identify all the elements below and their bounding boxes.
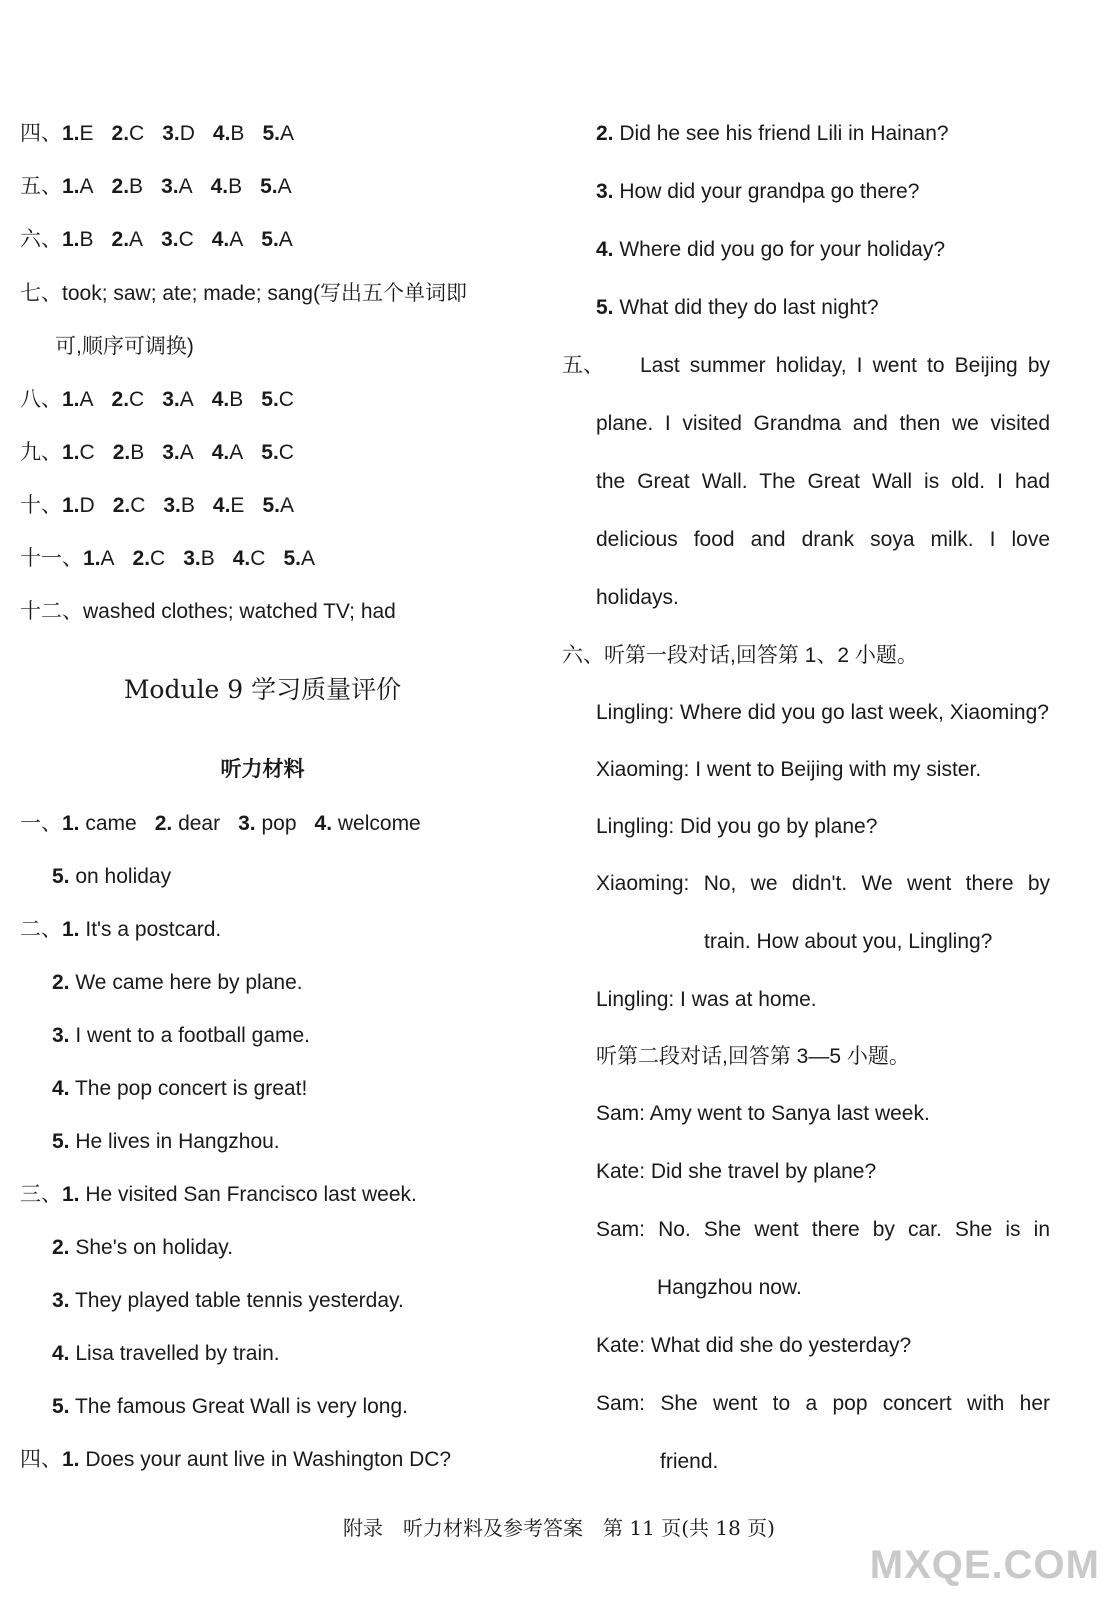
page-footer: 附录 听力材料及参考答案 第 11 页(共 18 页)	[343, 1516, 775, 1540]
dialogue-line: train. How about you, Lingling?	[704, 930, 993, 953]
answer-row-10: 十、1.D 2.C 3.B 4.E 5.A	[20, 494, 294, 517]
part4-item: 3. How did your grandpa go there?	[596, 180, 920, 203]
module-title: Module 9 学习质量评价	[123, 675, 402, 704]
answer-row-5: 五、1.A 2.B 3.A 4.B 5.A	[20, 175, 292, 198]
part3-item: 4. Lisa travelled by train.	[52, 1342, 280, 1365]
part3-item: 3. They played table tennis yesterday.	[52, 1289, 404, 1312]
part5-passage-line: plane. I visited Grandma and then we visited	[596, 412, 1050, 435]
answer-row-7-line1: 七、took; saw; ate; made; sang(写出五个单词即	[20, 282, 467, 305]
part2-item: 4. The pop concert is great!	[52, 1077, 308, 1100]
answer-row-11: 十一、1.A 2.C 3.B 4.C 5.A	[20, 547, 315, 570]
listening-title: 听力材料	[220, 758, 305, 781]
part5-label: 五、	[562, 354, 604, 377]
part6-intro-1: 六、听第一段对话,回答第 1、2 小题。	[562, 644, 918, 667]
part1-item5: 5. on holiday	[52, 865, 172, 888]
part2-item: 2. We came here by plane.	[52, 971, 303, 994]
watermark-logo: MXQE.COM	[869, 1543, 1100, 1587]
answer-row-8: 八、1.A 2.C 3.A 4.B 5.C	[20, 388, 294, 411]
part4-item: 四、1. Does your aunt live in Washington DC?	[20, 1448, 452, 1471]
part3-item: 5. The famous Great Wall is very long.	[52, 1395, 408, 1418]
dialogue-line: Sam: No. She went there by car. She is in	[596, 1218, 1050, 1241]
answer-row-12: 十二、washed clothes; watched TV; had	[20, 600, 396, 623]
answer-row-4: 四、1.E 2.C 3.D 4.B 5.A	[20, 122, 294, 145]
dialogue-line: friend.	[660, 1450, 719, 1473]
part5-passage-line: Last summer holiday, I went to Beijing by	[640, 354, 1050, 377]
dialogue-line: Hangzhou now.	[657, 1276, 802, 1299]
part4-item: 2. Did he see his friend Lili in Hainan?	[596, 122, 949, 145]
part3-item: 三、1. He visited San Francisco last week.	[20, 1183, 417, 1206]
dialogue-line: Kate: What did she do yesterday?	[596, 1334, 912, 1357]
answer-row-9: 九、1.C 2.B 3.A 4.A 5.C	[20, 441, 294, 464]
answer-row-6: 六、1.B 2.A 3.C 4.A 5.A	[20, 228, 293, 251]
part4-item: 5. What did they do last night?	[596, 296, 879, 319]
part2-item: 二、1. It's a postcard.	[20, 918, 222, 941]
dialogue-line: Kate: Did she travel by plane?	[596, 1160, 877, 1183]
part4-item: 4. Where did you go for your holiday?	[596, 238, 946, 261]
part5-passage-line: the Great Wall. The Great Wall is old. I had	[596, 470, 1050, 493]
dialogue-line: Lingling: Did you go by plane?	[596, 815, 878, 838]
dialogue-line: Sam: She went to a pop concert with her	[596, 1392, 1050, 1415]
dialogue-line: Lingling: Where did you go last week, Xiaoming?	[596, 701, 1049, 724]
part6-intro-2: 听第二段对话,回答第 3—5 小题。	[596, 1045, 910, 1068]
answer-row-7-line2: 可,顺序可调换)	[55, 335, 194, 358]
part3-item: 2. She's on holiday.	[52, 1236, 234, 1259]
dialogue-line: Xiaoming: No, we didn't. We went there by	[596, 872, 1050, 895]
part5-passage-line: holidays.	[596, 586, 679, 609]
part5-passage-line: delicious food and drank soya milk. I love	[596, 528, 1050, 551]
part1-row: 一、1. came 2. dear 3. pop 4. welcome	[20, 812, 421, 835]
dialogue-line: Xiaoming: I went to Beijing with my sister.	[596, 758, 982, 781]
part2-item: 3. I went to a football game.	[52, 1024, 310, 1047]
dialogue-line: Sam: Amy went to Sanya last week.	[596, 1102, 930, 1125]
dialogue-line: Lingling: I was at home.	[596, 988, 817, 1011]
part2-item: 5. He lives in Hangzhou.	[52, 1130, 280, 1153]
